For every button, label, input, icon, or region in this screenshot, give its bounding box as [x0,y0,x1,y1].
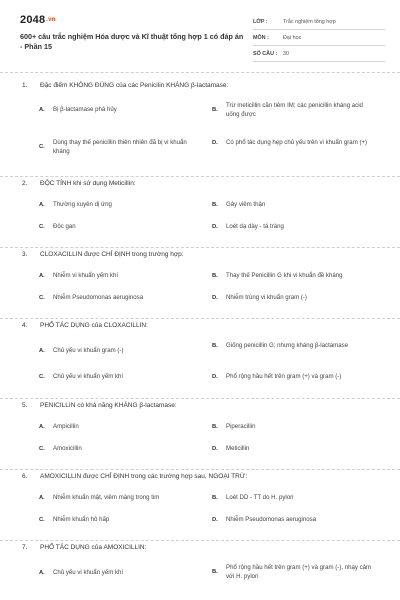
option-letter: C. [39,517,45,523]
option-letter: D. [212,224,218,230]
question-number: 7. [22,544,28,551]
option-text: Có phổ tác dụng hẹp chủ yếu trên vi khuẩn gram (+) [226,139,368,146]
question-number: 1. [22,82,28,89]
meta-row-mon [253,30,385,46]
question-prompt: PHỔ TÁC DỤNG của AMOXICILLIN: [40,544,147,551]
option-d[interactable] [212,139,376,148]
option-a[interactable] [39,569,203,578]
question-text [22,322,148,329]
option-text: Piperacillin [226,423,256,430]
option-c[interactable] [39,373,203,382]
option-text: Thường xuyên dị ứng [53,201,112,208]
meta-row-lop [253,14,385,30]
option-text: Phổ rộng hầu hết trên gram (+) và gram (-), nhạy cảm với H. pylori [226,564,372,580]
meta-label-socau: SỐ CÂU : [253,50,278,57]
option-d[interactable] [212,373,396,382]
question-text [22,402,177,409]
option-text: Thay thế Penicillin G khi vi khuẩn đề kháng [226,272,343,279]
option-a[interactable] [39,106,203,115]
option-d[interactable] [212,294,376,303]
option-letter: C. [39,374,45,380]
option-text: Nhiễm Pseudomonas aeruginosa [53,294,144,301]
option-c[interactable] [39,294,203,303]
option-c[interactable] [39,516,203,525]
option-letter: A. [39,495,45,501]
option-letter: B. [212,343,218,349]
question-number: 2. [22,180,28,187]
meta-value-lop: Trắc nghiệm tổng hợp [283,18,336,25]
option-d[interactable] [212,445,376,454]
option-letter: C. [39,446,45,452]
header-divider [0,72,400,73]
question-prompt: AMOXICILLIN được CHỈ ĐỊNH trong các trường hợp sau, NGOẠI TRỪ: [40,473,248,480]
option-letter: D. [212,517,218,523]
question-prompt: ĐỘC TÍNH khi sử dụng Meticillin: [40,180,136,187]
option-b[interactable] [212,102,376,119]
option-text: Chủ yếu vi khuẩn yếm khí [53,373,124,380]
question-text [22,82,228,89]
option-letter: B. [212,273,218,279]
question-text [22,544,146,551]
option-text: Dùng thay thế penicillin thiên nhiên đã bị vi khuẩn kháng [53,139,187,155]
option-letter: A. [39,348,45,354]
question-text [22,180,136,187]
option-letter: C. [39,224,45,230]
option-a[interactable] [39,272,203,281]
option-letter: B. [212,569,218,576]
option-letter: B. [212,495,218,501]
option-b[interactable] [212,272,396,281]
option-a[interactable] [39,347,203,356]
option-text: Phổ rộng hầu hết trên gram (+) và gram (-) [226,373,342,380]
option-text: Loét dạ dày - tá tràng [226,223,284,230]
option-text: Chủ yếu vi khuẩn yếm khí [53,569,124,576]
question-item [0,79,400,177]
option-text: Nhiễm trùng vi khuẩn gram (-) [226,294,307,301]
option-text: Nhiễm Pseudomonas aeruginosa [226,516,317,523]
question-number: 6. [22,473,28,480]
question-text [22,251,184,258]
meta-row-socau [253,46,385,62]
option-letter: B. [212,424,218,430]
question-number: 4. [22,322,28,329]
question-list [0,79,400,600]
option-text: Chủ yếu vi khuẩn gram (-) [53,347,124,354]
logo-text: 2048 [20,14,46,26]
option-letter: C. [39,144,45,151]
option-text: Bị β-lactamase phá hủy [53,106,117,113]
option-letter: D. [212,295,218,301]
option-text: Giống penicillin G; nhưng kháng β-lactamase [226,342,349,349]
option-letter: A. [39,202,45,208]
question-prompt: Đặc điểm KHÔNG ĐÚNG của các Penicilin KHÁNG β-lactamase: [40,82,229,89]
document-meta [253,14,385,62]
option-text: Nhiễm khuẩn mật, viêm màng trong tim [53,494,160,501]
option-a[interactable] [39,494,203,503]
meta-label-mon: MÔN : [253,34,269,41]
option-letter: C. [39,295,45,301]
option-d[interactable] [212,223,376,232]
question-prompt: PENICILLIN có khả năng KHÁNG β-lactamase: [40,402,177,409]
question-prompt: CLOXACILLIN được CHỈ ĐỊNH trong trường hợp: [40,251,184,258]
option-letter: A. [39,107,45,113]
option-text: Gây viêm thận [226,201,266,208]
option-letter: D. [212,446,218,452]
question-item [0,248,400,319]
option-letter: B. [212,107,218,114]
option-b[interactable] [212,342,376,351]
option-text: Nhiễm khuẩn hô hấp [53,516,110,523]
option-text: Trừ meticillin cần tiêm IM; các penicillin kháng acid uống được [226,102,363,118]
option-c[interactable] [39,223,203,232]
option-c[interactable] [39,445,203,454]
option-letter: D. [212,140,218,146]
option-c[interactable] [39,139,203,156]
option-text: Ampicillin [53,423,79,430]
option-letter: A. [39,570,45,576]
document-title: 600+ câu trắc nghiệm Hóa dược và Kĩ thuật tổng hợp 1 có đáp án - Phần 15 [20,32,244,51]
option-text: Loét DD - TT do H. pylori [226,494,294,501]
question-prompt: PHỔ TÁC DỤNG của CLOXACILLIN: [40,322,148,329]
option-d[interactable] [212,516,376,525]
option-a[interactable] [39,423,203,432]
option-b[interactable] [212,423,376,432]
option-text: Nhiễm vi khuẩn yếm khí [53,272,119,279]
question-item [0,470,400,541]
document-header [0,0,400,72]
option-a[interactable] [39,201,203,210]
logo-suffix: .vn [46,17,56,24]
question-text [22,473,247,480]
option-text: Độc gan [53,223,76,230]
option-b[interactable] [212,494,376,503]
question-item [0,399,400,470]
option-letter: D. [212,374,218,380]
option-letter: A. [39,273,45,279]
option-text: Amoxicillin [53,445,82,452]
question-number: 3. [22,251,28,258]
option-b[interactable] [212,564,376,581]
option-letter: B. [212,202,218,208]
meta-value-socau: 30 [283,50,289,57]
meta-value-mon: Đại học [283,34,302,41]
question-item [0,541,400,600]
question-number: 5. [22,402,28,409]
question-item [0,319,400,399]
option-b[interactable] [212,201,376,210]
question-item [0,177,400,248]
option-text: Meticillin [226,445,250,452]
meta-label-lop: LỚP : [253,18,268,25]
option-letter: A. [39,424,45,430]
